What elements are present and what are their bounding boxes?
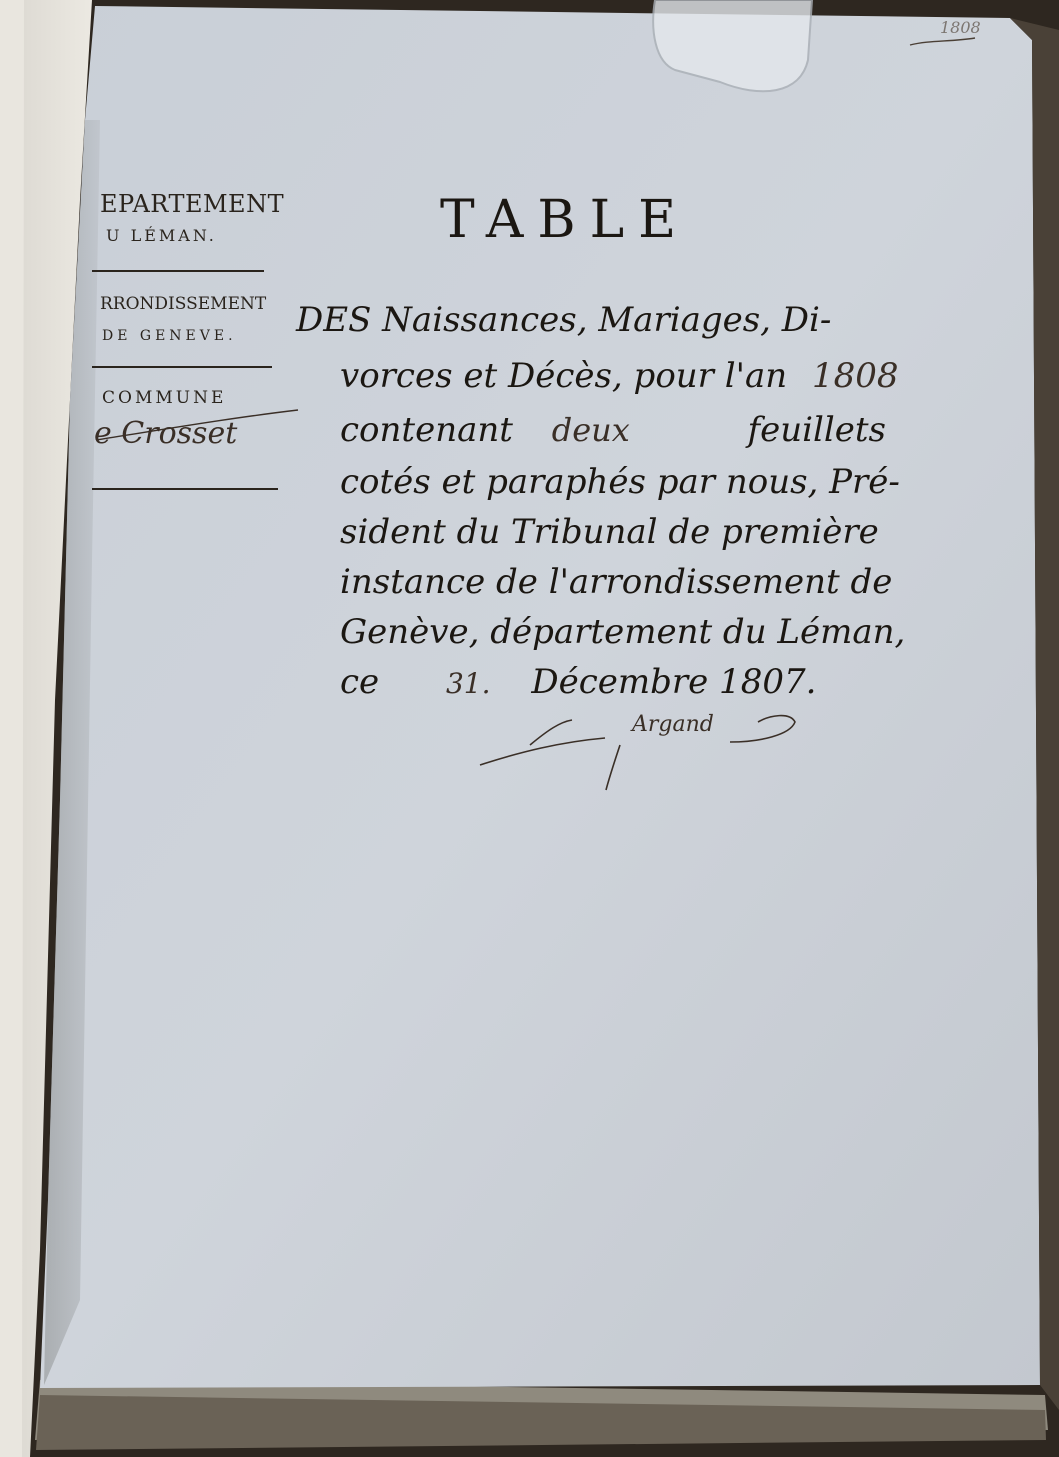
commune-label: COMMUNE: [102, 388, 227, 408]
body-line-8-pre: ce: [340, 662, 380, 702]
sidebar-rule-2: [92, 366, 272, 368]
body-line-2-text: vorces et Décès, pour l'an: [340, 356, 788, 396]
body-line-6: instance de l'arrondissement de: [340, 562, 893, 602]
arrondissement-label: RRONDISSEMENT: [100, 294, 267, 314]
commune-name-handwritten: e Crosset: [94, 416, 238, 451]
de-geneve-label: DE GENEVE.: [102, 328, 237, 344]
sidebar-header-block: [88, 170, 288, 510]
left-page-edge: [0, 0, 24, 1457]
leman-label: U LÉMAN.: [106, 226, 217, 245]
body-line-8-post: Décembre 1807.: [531, 662, 817, 702]
sidebar-rule-3: [92, 488, 278, 490]
count-handwritten: deux: [551, 411, 630, 449]
year-handwritten: 1808: [811, 356, 899, 396]
body-line-8: [340, 662, 816, 702]
signature: Argand: [632, 712, 714, 737]
sidebar-rule-1: [92, 270, 264, 272]
body-line-5: sident du Tribunal de première: [340, 512, 879, 552]
top-corner-note: 1808: [940, 18, 981, 37]
departement-label: EPARTEMENT: [100, 190, 285, 218]
body-line-2: [340, 356, 898, 396]
body-line-3: [340, 410, 886, 450]
body-line-1: DES Naissances, Mariages, Di-: [296, 300, 832, 340]
body-line-7: Genève, département du Léman,: [340, 612, 906, 652]
body-line-4: cotés et paraphés par nous, Pré-: [340, 462, 900, 502]
body-line-3-post: feuillets: [747, 410, 886, 450]
day-handwritten: 31.: [445, 667, 491, 700]
body-line-3-pre: contenant: [340, 410, 513, 450]
page-title: TABLE: [440, 190, 691, 250]
